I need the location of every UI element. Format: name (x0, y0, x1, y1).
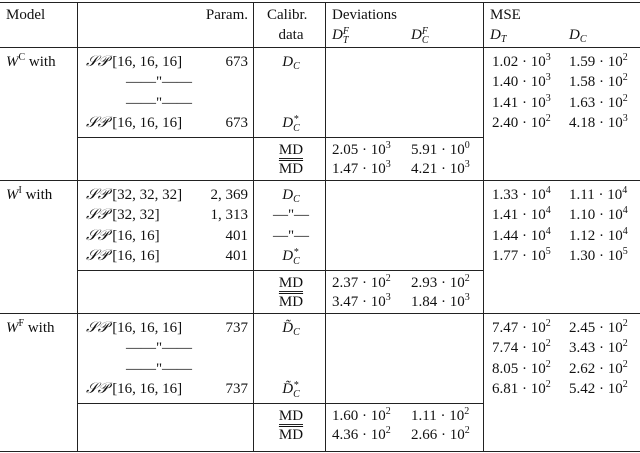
mse-c-cell: $1.58 \cdot 10^2$ (569, 72, 628, 91)
mse-t-cell: $1.41 \cdot 10^3$ (492, 92, 551, 111)
dev-label: MD (278, 141, 304, 158)
param-cell: 2, 369 (210, 187, 248, 203)
dev-label: MD (278, 274, 304, 291)
param-cell: 401 (225, 248, 248, 265)
arch-cell: 𝒮𝒫 [16, 16, 16] (86, 115, 183, 132)
mse-c-cell: $2.62 \cdot 10^2$ (569, 358, 628, 377)
dev-c-cell: $1.84 \cdot 10^3$ (411, 291, 470, 310)
model-label: $W^C$ with (6, 52, 56, 70)
mse-t-cell: $8.05 \cdot 10^2$ (492, 358, 551, 377)
arch-cell: 𝒮𝒫 [16, 16, 16] (86, 54, 183, 70)
mse-t-cell: $1.02 \cdot 10^3$ (492, 52, 551, 70)
dev-t-cell: $2.05 \cdot 10^3$ (332, 139, 391, 158)
dev-c-cell: $1.11 \cdot 10^2$ (411, 405, 470, 424)
arch-cell: 𝒮𝒫 [32, 32, 32] (86, 187, 183, 203)
dev-t-cell: $4.36 \cdot 10^2$ (332, 424, 391, 443)
header-deviations: Deviations (332, 7, 397, 23)
mse-t-cell: $6.81 \cdot 10^2$ (492, 379, 551, 398)
calib-cell: —"— (272, 207, 310, 224)
header-dev-t: D F T (332, 25, 349, 46)
header-calib-1: Calibr. (267, 7, 308, 23)
dev-separator (78, 270, 483, 271)
header-model: Model (6, 7, 46, 23)
bottom-rule (0, 451, 640, 452)
vrule-mse (483, 2, 484, 451)
mse-c-cell: $1.11 \cdot 10^4$ (569, 185, 628, 203)
arch-cell: 𝒮𝒫 [16, 16] (86, 227, 160, 244)
dev-t-cell: $1.60 \cdot 10^2$ (332, 405, 391, 424)
dev-c-cell: $4.21 \cdot 10^3$ (411, 158, 470, 177)
mse-t-cell: $1.77 \cdot 10^5$ (492, 246, 551, 265)
param-cell: 737 (225, 320, 248, 336)
mse-t-cell: $1.40 \cdot 10^3$ (492, 72, 551, 91)
mse-c-cell: $1.30 \cdot 10^5$ (569, 246, 628, 265)
model-label: $W^F$ with (6, 318, 55, 336)
param-cell: 673 (225, 115, 248, 132)
mse-c-cell: $1.10 \cdot 10^4$ (569, 205, 628, 224)
mse-t-cell: $1.41 \cdot 10^4$ (492, 205, 551, 224)
vrule-deviations (325, 2, 326, 451)
calib-cell: D * C (282, 246, 300, 267)
mse-c-cell: $4.18 \cdot 10^3$ (569, 113, 628, 132)
dev-separator (78, 403, 483, 404)
dev-label: MD (278, 407, 304, 424)
calib-cell: —"— (272, 227, 310, 244)
arch-cell: ——"—— (125, 340, 193, 357)
dev-c-cell: $2.66 \cdot 10^2$ (411, 424, 470, 443)
calib-cell: D̃ * C (282, 379, 300, 400)
param-cell: 737 (225, 381, 248, 398)
dev-c-cell: $2.93 \cdot 10^2$ (411, 272, 470, 291)
dev-t-cell: $2.37 \cdot 10^2$ (332, 272, 391, 291)
calib-cell: $D̃_C$ (282, 320, 300, 338)
dev-label: $\overline{MD}$ (278, 426, 304, 443)
mse-c-cell: $3.43 \cdot 10^2$ (569, 338, 628, 357)
arch-cell: ——"—— (125, 360, 193, 377)
arch-cell: 𝒮𝒫 [16, 16, 16] (86, 320, 183, 336)
header-mse: MSE (490, 7, 521, 23)
calib-cell: D * C (282, 113, 300, 134)
header-dev-c: D F C (411, 25, 429, 46)
dev-t-cell: $3.47 \cdot 10^3$ (332, 291, 391, 310)
block-rule-1 (0, 180, 640, 181)
dev-t-cell: $1.47 \cdot 10^3$ (332, 158, 391, 177)
top-rule (0, 2, 640, 3)
header-param: Param. (205, 7, 248, 23)
mse-c-cell: $5.42 \cdot 10^2$ (569, 379, 628, 398)
calib-cell: $D_C$ (282, 187, 300, 205)
param-cell: 1, 313 (210, 207, 248, 224)
header-mse-c: $D_C$ (569, 27, 587, 45)
mse-t-cell: $1.33 \cdot 10^4$ (492, 185, 551, 203)
mse-t-cell: $7.47 \cdot 10^2$ (492, 318, 551, 336)
vrule-model (77, 2, 78, 451)
dev-label: $\overline{MD}$ (278, 160, 304, 177)
header-rule (0, 47, 640, 48)
header-calib-2: data (278, 27, 304, 43)
arch-cell: ——"—— (125, 94, 193, 111)
param-cell: 673 (225, 54, 248, 70)
mse-t-cell: $2.40 \cdot 10^2$ (492, 113, 551, 132)
dev-separator (78, 137, 483, 138)
dev-c-cell: $5.91 \cdot 10^0$ (411, 139, 470, 158)
mse-t-cell: $7.74 \cdot 10^2$ (492, 338, 551, 357)
vrule-calib (253, 2, 254, 451)
dev-label: $\overline{MD}$ (278, 293, 304, 310)
model-label: $W^I$ with (6, 185, 53, 203)
param-cell: 401 (225, 227, 248, 244)
block-rule-2 (0, 313, 640, 314)
arch-cell: 𝒮𝒫 [16, 16, 16] (86, 381, 183, 398)
arch-cell: 𝒮𝒫 [16, 16] (86, 248, 160, 265)
mse-c-cell: $2.45 \cdot 10^2$ (569, 318, 628, 336)
calib-cell: $D_C$ (282, 54, 300, 72)
mse-c-cell: $1.12 \cdot 10^4$ (569, 225, 628, 244)
mse-c-cell: $1.63 \cdot 10^2$ (569, 92, 628, 111)
arch-cell: ——"—— (125, 74, 193, 91)
mse-c-cell: $1.59 \cdot 10^2$ (569, 52, 628, 70)
arch-cell: 𝒮𝒫 [32, 32] (86, 207, 160, 224)
header-mse-t: $D_T$ (490, 27, 507, 45)
mse-t-cell: $1.44 \cdot 10^4$ (492, 225, 551, 244)
